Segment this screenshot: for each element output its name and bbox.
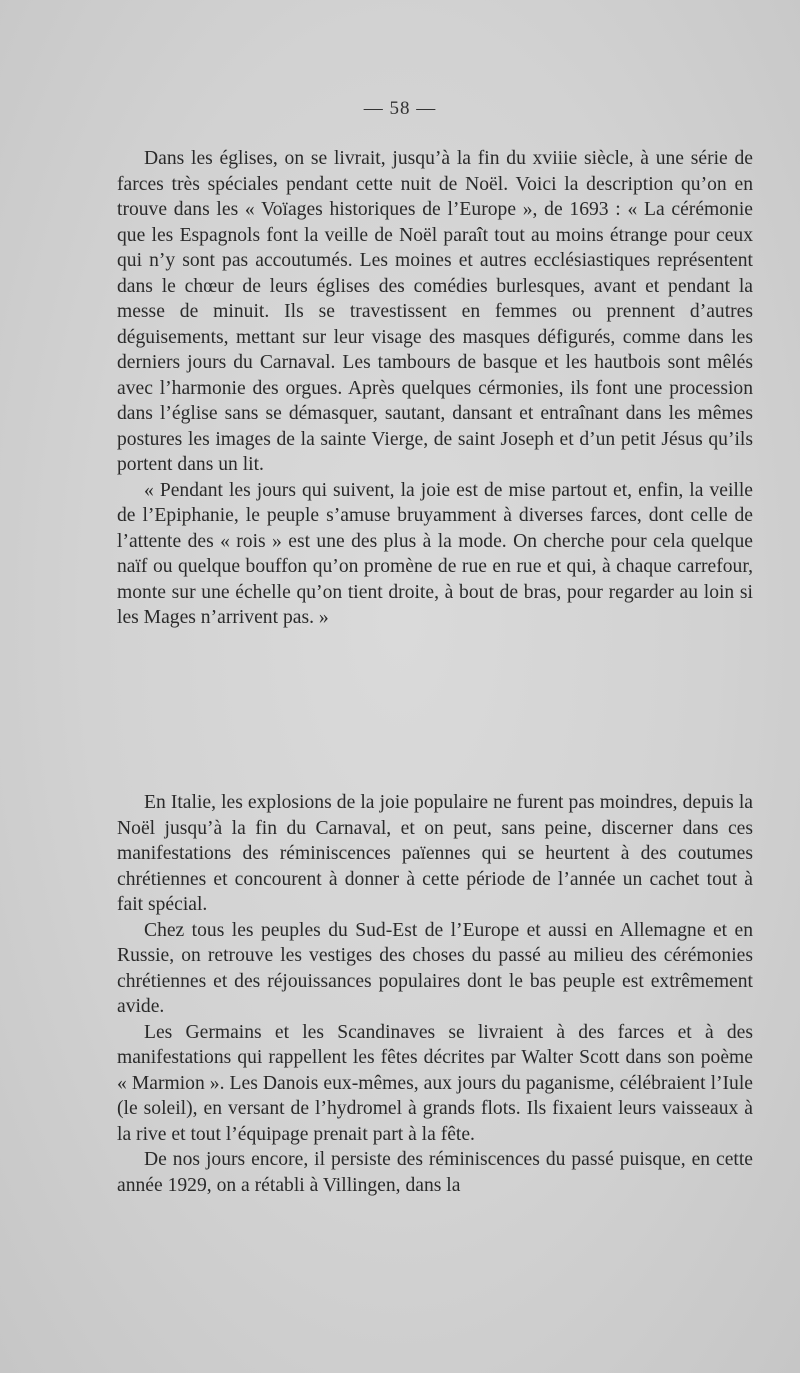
paragraph-epiphany: « Pendant les jours qui suivent, la joie est de mise partout et, enfin, la veille de l’Epiphanie, le peuple s’amuse bruyamment à diverses farces, dont celle de l’attente des « rois » est une des plus à la mode. On cherche pour cela quelque naïf ou quelque bouffon qu’on promène de rue en rue et qui, à chaque carrefour, monte sur une échelle qu’on tient droite, à bout de bras, pour regarder au loin si les Mages n’arrivent pas. » xyxy=(117,479,753,628)
blank-lower-margin xyxy=(0,1253,800,1373)
page-number: — 58 — xyxy=(363,98,437,119)
paragraph-spanish-ceremony: Dans les églises, on se livrait, jusqu’à la fin du xviiie siècle, à une série de farces très spéciales pendant cette nuit de Noël. Voici la description qu’on en trouve dans les « Voïages historiques de l’Europe », de 1693 : « La cérémonie que les Espagnols font la veille de Noël paraît tout au moins étrange pour ceux qui n’y sont pas accoutumés. Les moines et autres ecclésiastiques représentent dans le chœur de leurs églises des comédies burlesques, avant et pendant la messe de minuit. Ils se travestissent en femmes ou prennent d’autres déguisements, mettant sur leur visage des masques défigurés, comme dans les derniers jours du Carnaval. Les tambours de basque et les hautbois sont mêlés avec l’harmonie des orgues. Après quelques cérmonies, ils font une procession dans l’église sans se démasquer, sautant, dansant et entraînant dans les mêmes postures les images de la sainte Vierge, de saint Joseph et d’un petit Jésus qu’ils portent dans un lit. xyxy=(117,148,753,475)
text-section-1 xyxy=(117,146,753,631)
paragraph-southeast-europe: Chez tous les peuples du Sud-Est de l’Europe et aussi en Allemagne et en Russie, on retrouve les vestiges des choses du passé au milieu des cérémonies chrétiennes et des réjouissances populaires dont le bas peuple est extrêmement avide. xyxy=(117,919,753,1017)
paragraph-villingen: De nos jours encore, il persiste des réminiscences du passé puisque, en cette année 1929, on a rétabli à Villingen, dans la xyxy=(117,1149,753,1196)
paragraph-germans-scandinavians: Les Germains et les Scandinaves se livraient à des farces et à des manifestations qui rappellent les fêtes décrites par Walter Scott dans son poème « Marmion ». Les Danois eux-mêmes, aux jours du paganisme, célébraient l’Iule (le soleil), en versant de l’hydromel à grands flots. Ils fixaient leurs vaisseaux à la rive et tout l’équipage prenait part à la fête. xyxy=(117,1021,753,1145)
paragraph-italy: En Italie, les explosions de la joie populaire ne furent pas moindres, depuis la Noël jusqu’à la fin du Carnaval, et on peut, sans peine, discerner dans ces manifestations des réminiscences païennes qui se heurtent à des coutumes chrétiennes et concourent à donner à cette période de l’année un cachet tout à fait spécial. xyxy=(117,792,753,915)
text-section-2 xyxy=(117,790,753,1198)
